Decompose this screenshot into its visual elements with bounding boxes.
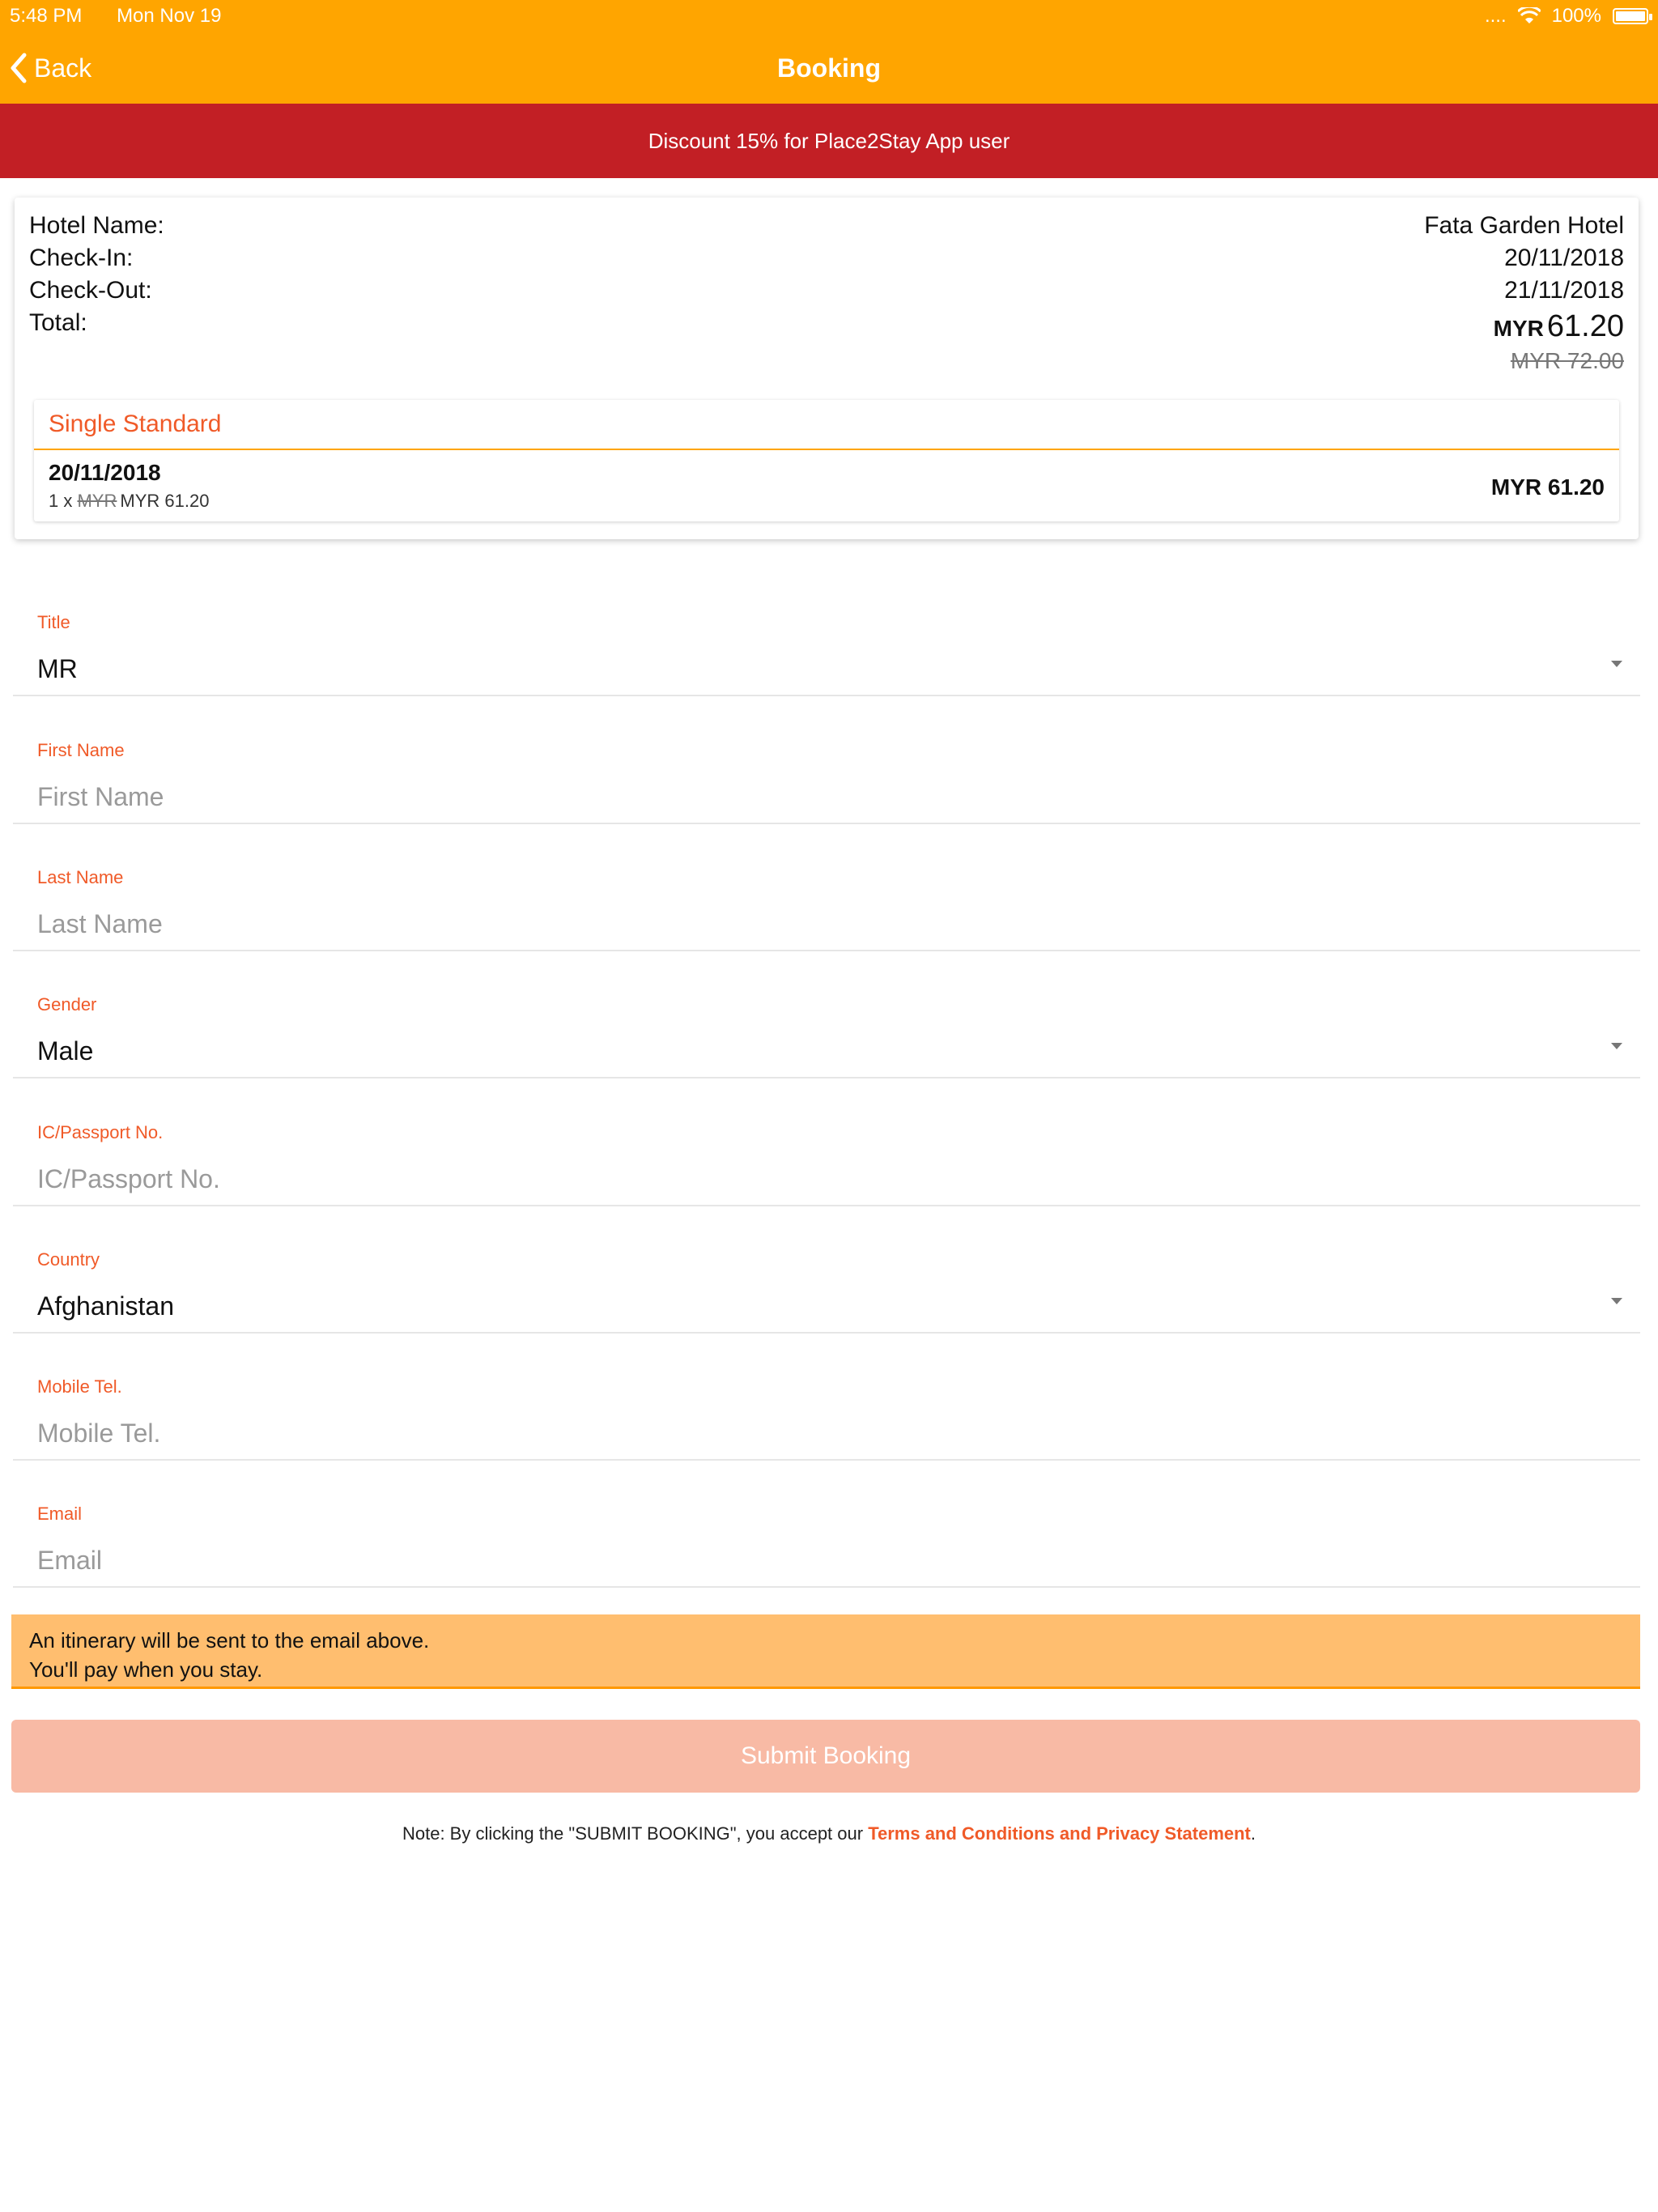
notice-line-2: You'll pay when you stay. bbox=[29, 1657, 263, 1682]
checkout-label: Check-Out: bbox=[29, 277, 152, 304]
terms-link[interactable]: Terms and Conditions and Privacy Statement bbox=[868, 1823, 1251, 1844]
page-title: Booking bbox=[777, 53, 881, 83]
total-amount: 61.20 bbox=[1546, 309, 1624, 343]
total-currency: MYR bbox=[1493, 316, 1544, 341]
email-input[interactable]: Email bbox=[37, 1546, 103, 1575]
title-select[interactable]: MR bbox=[37, 654, 78, 683]
room-name: Single Standard bbox=[49, 410, 222, 437]
country-label: Country bbox=[37, 1249, 100, 1270]
gender-label: Gender bbox=[37, 994, 97, 1015]
checkout-date: 21/11/2018 bbox=[1504, 277, 1624, 304]
booking-summary-card bbox=[15, 198, 1639, 539]
status-date: Mon Nov 19 bbox=[117, 5, 222, 27]
email-label: Email bbox=[37, 1504, 83, 1524]
field-underline bbox=[13, 1459, 1640, 1461]
room-qty: 1 x bbox=[49, 491, 73, 511]
note-suffix: . bbox=[1250, 1823, 1256, 1844]
mobile-field[interactable] bbox=[37, 1376, 1640, 1498]
itinerary-notice bbox=[11, 1614, 1640, 1689]
checkin-label: Check-In: bbox=[29, 245, 134, 271]
divider bbox=[34, 449, 1619, 450]
original-total-price: MYR 72.00 bbox=[1510, 348, 1624, 373]
last-name-field[interactable] bbox=[37, 867, 1640, 989]
notice-line-1: An itinerary will be sent to the email above. bbox=[29, 1628, 430, 1653]
status-right bbox=[1485, 5, 1648, 28]
passport-input[interactable]: IC/Passport No. bbox=[37, 1164, 220, 1193]
dropdown-caret-icon[interactable] bbox=[1611, 1298, 1622, 1304]
total-label: Total: bbox=[29, 309, 87, 336]
signal-icon: .... bbox=[1484, 5, 1507, 27]
room-new-price: MYR 61.20 bbox=[120, 491, 210, 511]
field-underline bbox=[13, 1332, 1640, 1334]
mobile-label: Mobile Tel. bbox=[37, 1376, 122, 1397]
submit-booking-button[interactable]: Submit Booking bbox=[11, 1720, 1640, 1793]
summary-checkin-row bbox=[29, 245, 1624, 272]
hotel-name: Fata Garden Hotel bbox=[1424, 212, 1624, 239]
mobile-input[interactable]: Mobile Tel. bbox=[37, 1419, 161, 1448]
last-name-input[interactable]: Last Name bbox=[37, 909, 163, 938]
wifi-icon bbox=[1518, 7, 1541, 25]
gender-select[interactable]: Male bbox=[37, 1036, 94, 1066]
room-date: 20/11/2018 bbox=[49, 460, 161, 485]
title-field[interactable] bbox=[37, 612, 1640, 734]
battery-percent: 100% bbox=[1551, 5, 1601, 27]
gender-field[interactable] bbox=[37, 994, 1640, 1116]
discount-banner: Discount 15% for Place2Stay App user bbox=[0, 104, 1658, 178]
nav-bar bbox=[0, 32, 1658, 104]
country-select[interactable]: Afghanistan bbox=[37, 1291, 175, 1321]
summary-hotel-row bbox=[29, 212, 1624, 240]
room-line-total: MYR 61.20 bbox=[1490, 474, 1605, 500]
summary-total-row bbox=[29, 309, 1624, 344]
checkin-date: 20/11/2018 bbox=[1504, 245, 1624, 271]
status-bar bbox=[0, 0, 1658, 32]
field-underline bbox=[13, 695, 1640, 696]
terms-note bbox=[0, 1823, 1658, 1844]
total-price bbox=[1494, 309, 1624, 344]
room-rate-line bbox=[49, 491, 209, 512]
room-old-price: MYR bbox=[77, 491, 117, 511]
dropdown-caret-icon[interactable] bbox=[1611, 661, 1622, 667]
back-label: Back bbox=[34, 53, 92, 83]
field-underline bbox=[13, 823, 1640, 824]
field-underline bbox=[13, 950, 1640, 951]
first-name-label: First Name bbox=[37, 740, 125, 760]
field-underline bbox=[13, 1077, 1640, 1078]
field-underline bbox=[13, 1586, 1640, 1588]
country-field[interactable] bbox=[37, 1249, 1640, 1371]
status-left bbox=[10, 5, 250, 28]
email-field[interactable] bbox=[37, 1504, 1640, 1625]
field-underline bbox=[13, 1205, 1640, 1206]
passport-label: IC/Passport No. bbox=[37, 1122, 164, 1142]
first-name-input[interactable]: First Name bbox=[37, 782, 164, 811]
battery-icon bbox=[1613, 8, 1648, 24]
hotel-label: Hotel Name: bbox=[29, 212, 164, 239]
summary-checkout-row bbox=[29, 277, 1624, 304]
last-name-label: Last Name bbox=[37, 867, 124, 887]
note-prefix: Note: By clicking the "SUBMIT BOOKING", you accept our bbox=[402, 1823, 869, 1844]
first-name-field[interactable] bbox=[37, 740, 1640, 861]
passport-field[interactable] bbox=[37, 1122, 1640, 1244]
title-label: Title bbox=[37, 612, 70, 632]
status-time: 5:48 PM bbox=[10, 5, 83, 27]
room-card bbox=[34, 400, 1619, 521]
dropdown-caret-icon[interactable] bbox=[1611, 1043, 1622, 1049]
